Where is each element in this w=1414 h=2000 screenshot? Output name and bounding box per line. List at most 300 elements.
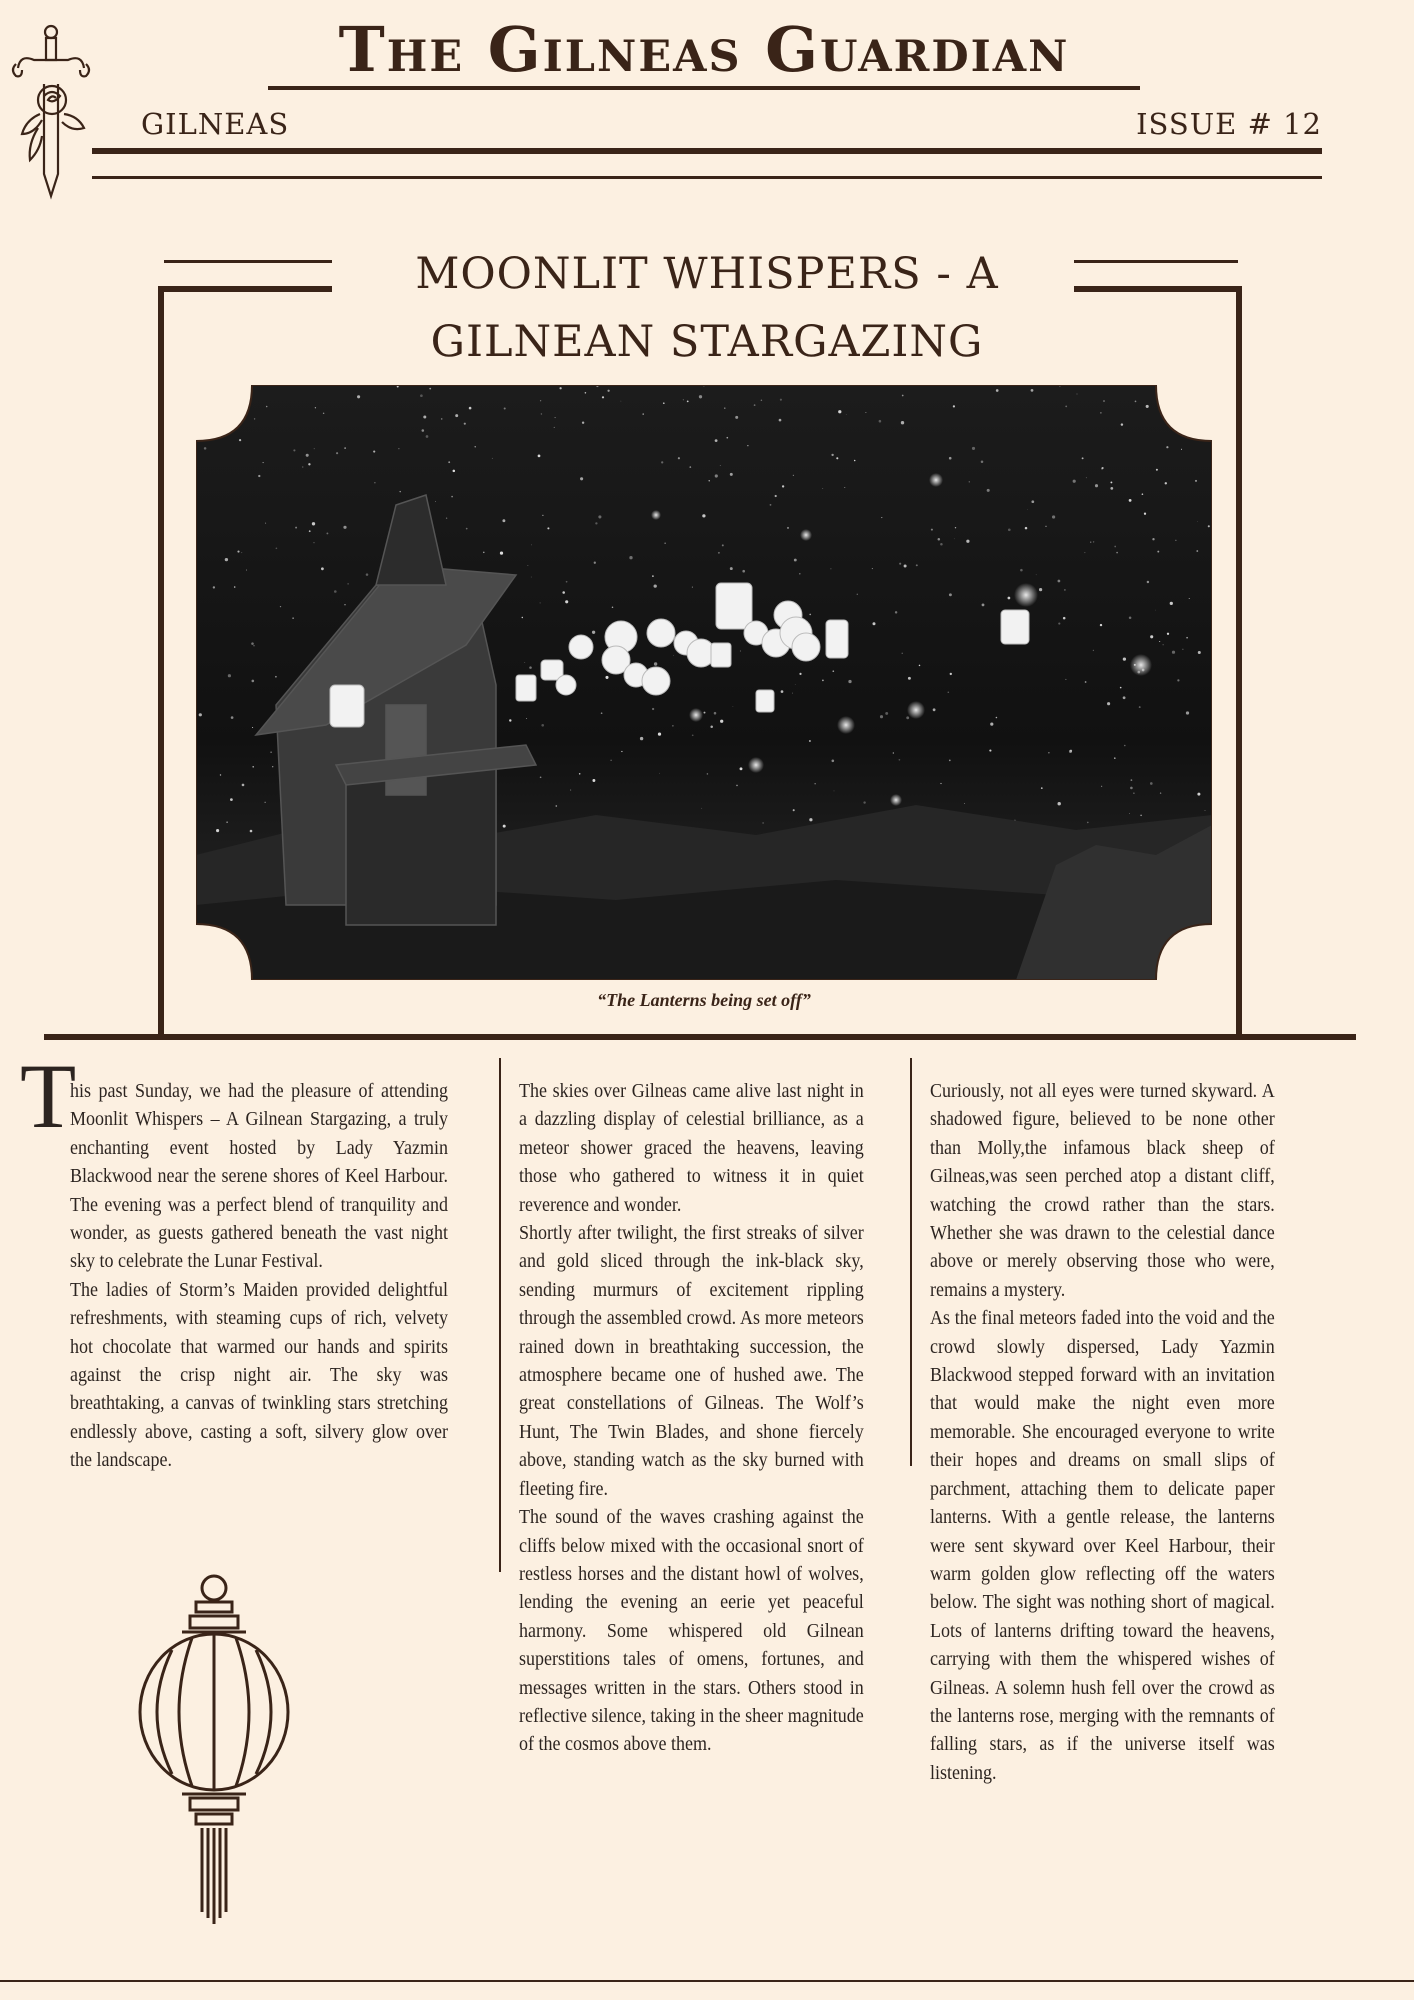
star	[522, 617, 523, 618]
issue-number: ISSUE # 12	[1136, 107, 1322, 141]
star	[779, 419, 782, 422]
star	[547, 527, 549, 529]
star	[1058, 802, 1061, 805]
star	[1144, 513, 1146, 515]
star	[964, 803, 965, 804]
star	[475, 446, 476, 447]
star	[1031, 389, 1034, 392]
star	[1186, 637, 1188, 639]
star	[198, 432, 200, 434]
star	[1196, 550, 1198, 552]
star	[689, 466, 691, 468]
star	[1208, 525, 1210, 527]
star	[509, 719, 511, 721]
star	[252, 727, 253, 728]
star	[687, 401, 689, 403]
article-paragraph: Shortly after twilight, the first streaks of silver and gold sliced through the ink-black sky, sending murmurs of excitement rippling through the assembled crowd. As more meteors rained down in breathtaking succession, the atmosphere became one of hushed awe. The great constellations of Gilneas. The Wolf’s Hunt, The Twin Blades, and shone fiercely above, standing watch as the sky burned with fleeting fire.	[519, 1222, 864, 1500]
star	[601, 712, 603, 714]
star	[1101, 786, 1102, 787]
star	[658, 732, 661, 735]
star	[270, 751, 272, 753]
star	[1157, 551, 1159, 553]
star	[1058, 580, 1061, 583]
star	[592, 631, 595, 634]
star	[1114, 546, 1116, 548]
star	[707, 773, 709, 775]
star	[448, 461, 450, 463]
star	[652, 708, 654, 710]
star	[315, 407, 316, 408]
star	[344, 447, 345, 448]
star	[469, 407, 472, 410]
star	[1123, 696, 1126, 699]
masthead-rule-thin	[92, 176, 1322, 179]
star	[989, 750, 991, 752]
star	[715, 439, 718, 442]
star	[1139, 706, 1141, 708]
star	[949, 457, 952, 460]
star	[314, 448, 315, 449]
star	[1121, 423, 1123, 425]
star	[1064, 589, 1066, 591]
star	[1093, 541, 1094, 542]
star	[1131, 779, 1133, 781]
star	[228, 425, 231, 428]
star	[780, 399, 782, 401]
star	[742, 570, 745, 573]
star	[595, 522, 597, 524]
star	[938, 538, 941, 541]
star	[643, 413, 644, 414]
star	[901, 421, 904, 424]
star	[334, 590, 337, 593]
star	[621, 401, 622, 402]
masthead-title-underline	[268, 86, 1140, 90]
star	[321, 567, 324, 570]
star	[435, 501, 436, 502]
star	[1197, 793, 1200, 796]
star	[661, 461, 663, 463]
star	[216, 829, 219, 832]
article-paragraph: his past Sunday, we had the pleasure of attending Moonlit Whispers – A Gilnean Stargazing, a truly enchanting event hosted by Lady Yazmin Blackwood near the serene shores of Keel Harbour. The evening was a perfect blend of tranquility and wonder, as guests gathered beneath the vast night sky to celebrate the Lunar Festival.	[70, 1080, 448, 1273]
star	[541, 413, 542, 414]
star	[665, 543, 666, 544]
star	[1102, 467, 1104, 469]
lanterns-night-photo	[196, 385, 1212, 980]
star	[787, 527, 789, 529]
star	[254, 418, 255, 419]
star	[730, 567, 733, 570]
star	[500, 551, 503, 554]
star	[1146, 405, 1149, 408]
headline-frame-left-top	[164, 260, 332, 263]
star	[199, 713, 202, 716]
star	[336, 452, 338, 454]
frame-right-vertical	[1236, 286, 1242, 1034]
star	[612, 606, 614, 608]
star	[949, 760, 951, 762]
star	[775, 495, 777, 497]
star	[1110, 481, 1112, 483]
star	[940, 783, 941, 784]
article-column-1	[70, 1077, 448, 1475]
star	[709, 480, 710, 481]
star	[718, 552, 720, 554]
dagger-rose-icon	[8, 24, 94, 200]
star	[531, 544, 532, 545]
star	[893, 752, 894, 753]
star	[605, 676, 608, 679]
star	[206, 407, 209, 410]
article-paragraph: The skies over Gilneas came alive last night in a dazzling display of celestial brilliance, as a meteor shower graced the heavens, leaving those who gathered to witness it in quiet reverence and wonder.	[519, 1080, 864, 1216]
star	[902, 395, 904, 397]
star	[241, 552, 242, 553]
star	[524, 662, 525, 663]
star	[950, 673, 952, 675]
headline-frame-right-top	[1074, 260, 1238, 263]
star	[720, 720, 723, 723]
star	[228, 674, 231, 677]
paper-lantern-icon	[136, 1572, 292, 1924]
star	[292, 617, 293, 618]
star	[1052, 515, 1055, 518]
star	[280, 606, 281, 607]
star	[919, 665, 921, 667]
star	[1020, 569, 1023, 572]
star	[899, 563, 901, 565]
star	[793, 809, 795, 811]
star	[1058, 623, 1060, 625]
star	[1116, 552, 1118, 554]
star	[699, 395, 702, 398]
star	[879, 420, 882, 423]
star	[1175, 540, 1176, 541]
star	[1181, 449, 1182, 450]
star	[754, 404, 756, 406]
star	[293, 449, 295, 451]
star	[246, 570, 247, 571]
star	[1150, 635, 1153, 638]
star	[239, 439, 241, 441]
star	[343, 526, 346, 529]
star	[555, 805, 557, 807]
star	[252, 766, 254, 768]
star	[710, 725, 713, 728]
star	[715, 474, 718, 477]
star	[1195, 480, 1197, 482]
star	[541, 724, 544, 727]
star	[265, 802, 266, 803]
star	[399, 491, 400, 492]
star	[526, 718, 527, 719]
star	[503, 825, 506, 828]
star	[1159, 641, 1160, 642]
page-bottom-rule	[0, 1980, 1414, 1982]
star	[854, 460, 856, 462]
star	[455, 414, 458, 417]
drop-cap: T	[20, 1045, 77, 1147]
star	[1198, 651, 1201, 654]
star	[672, 725, 673, 726]
star	[308, 463, 310, 465]
star	[832, 760, 835, 763]
star	[529, 666, 532, 669]
star	[373, 451, 375, 453]
star	[538, 455, 541, 458]
star	[1008, 597, 1011, 600]
headline-frame-right-bar	[1074, 286, 1242, 292]
star	[1090, 542, 1091, 543]
star	[701, 808, 702, 809]
star	[1110, 487, 1113, 490]
star	[652, 575, 654, 577]
star	[220, 774, 221, 775]
star	[1147, 581, 1149, 583]
star	[895, 611, 897, 613]
star	[640, 737, 643, 740]
star	[931, 529, 933, 531]
star	[1130, 787, 1133, 790]
headline-frame-left-bar	[160, 286, 332, 292]
star	[1039, 588, 1042, 591]
star	[822, 680, 824, 682]
star	[441, 418, 443, 420]
star	[602, 396, 604, 398]
star	[1095, 484, 1098, 487]
star	[1085, 681, 1087, 683]
star	[794, 559, 797, 562]
star	[1120, 687, 1122, 689]
star	[730, 473, 733, 476]
star	[1048, 752, 1049, 753]
star	[1027, 509, 1028, 510]
star	[276, 547, 278, 549]
star	[1150, 782, 1153, 785]
star	[1100, 624, 1102, 626]
star	[272, 766, 273, 767]
star	[809, 614, 811, 616]
star	[225, 558, 228, 561]
star	[1086, 477, 1087, 478]
star	[761, 400, 763, 402]
star	[720, 465, 721, 466]
star	[1077, 394, 1078, 395]
star	[562, 591, 565, 594]
star	[1189, 598, 1190, 599]
article-column-3	[930, 1077, 1275, 1787]
star	[902, 653, 903, 654]
star	[831, 454, 833, 456]
star	[231, 716, 234, 719]
star	[1063, 617, 1066, 620]
star	[540, 776, 542, 778]
star	[1124, 745, 1126, 747]
star	[585, 392, 587, 394]
star	[692, 734, 694, 736]
star	[792, 693, 793, 694]
star	[830, 568, 831, 569]
star	[815, 783, 816, 784]
star	[263, 462, 264, 463]
star	[1172, 651, 1175, 654]
star	[969, 481, 970, 482]
star	[213, 586, 215, 588]
star	[838, 410, 841, 413]
masthead-rule-thick	[92, 148, 1322, 154]
star	[762, 822, 763, 823]
star	[565, 600, 568, 603]
star	[836, 457, 838, 459]
star	[906, 716, 909, 719]
star	[733, 706, 734, 707]
star	[347, 583, 348, 584]
frame-left-vertical	[158, 286, 164, 1034]
masthead-city: GILNEAS	[141, 107, 290, 141]
star	[242, 784, 245, 787]
star	[323, 413, 324, 414]
star	[598, 515, 601, 518]
star	[453, 470, 456, 473]
star	[423, 416, 426, 419]
star	[265, 523, 266, 524]
star	[592, 779, 595, 782]
star	[822, 488, 823, 489]
star	[795, 684, 796, 685]
star	[1085, 552, 1086, 553]
star	[555, 417, 556, 418]
star	[940, 543, 943, 546]
star	[559, 387, 561, 389]
star	[904, 565, 907, 568]
star	[1142, 493, 1144, 495]
star	[683, 399, 684, 400]
star	[1156, 469, 1158, 471]
star	[302, 467, 303, 468]
star	[1065, 405, 1067, 407]
star	[908, 677, 911, 680]
star	[314, 542, 315, 543]
star	[880, 715, 883, 718]
star	[234, 586, 236, 588]
star	[809, 740, 811, 742]
star	[1129, 499, 1132, 502]
star	[714, 712, 717, 715]
star	[809, 818, 812, 821]
star	[1135, 401, 1137, 403]
star	[610, 760, 611, 761]
star	[1133, 792, 1135, 794]
star	[740, 767, 743, 770]
star	[1177, 679, 1179, 681]
star	[1129, 617, 1132, 620]
frame-bottom-rule	[44, 1034, 1356, 1040]
star	[704, 712, 706, 714]
star	[429, 388, 431, 390]
star	[954, 538, 955, 539]
star	[1093, 650, 1094, 651]
star	[1160, 792, 1161, 793]
star	[554, 427, 555, 428]
star	[326, 532, 328, 534]
star	[654, 584, 657, 587]
star	[1166, 446, 1168, 448]
star	[1205, 810, 1206, 811]
star	[237, 551, 239, 553]
star	[502, 519, 505, 522]
star	[253, 645, 254, 646]
star	[799, 673, 801, 675]
star	[740, 651, 741, 652]
star	[736, 785, 738, 787]
star	[872, 568, 873, 569]
article-paragraph: As the final meteors faded into the void and the crowd slowly dispersed, Lady Yazmin Blackwood stepped forward with an invitation that would make the night even more memorable. She encouraged everyone to write their hopes and dreams on small slips of parchment, attaching them to delicate paper lanterns. With a gentle release, the lanterns were sent skyward over Keel Harbour, their warm golden glow reflecting off the waters below. The sight was nothing short of magical. Lots of lanterns drifting toward the heavens, carrying with them the whispered wishes of Gilneas. A solemn hush fell over the crowd as the lanterns rose, merging with the remnants of falling stars, as if the universe itself was listening.	[930, 1307, 1275, 1784]
star	[420, 394, 423, 397]
article-paragraph: Curiously, not all eyes were turned skyward. A shadowed figure, believed to be none other than Molly,the infamous black sheep of Gilneas,was seen perched atop a distant cliff, watching the crowd rather than the stars. Whether she was drawn to the celestial dance above or merely observing those who were, remains a mystery.	[930, 1080, 1275, 1301]
star	[344, 604, 345, 605]
star	[1103, 400, 1105, 402]
star	[1100, 412, 1101, 413]
star	[981, 460, 984, 463]
star	[1170, 602, 1173, 605]
star	[1031, 500, 1034, 503]
article-headline	[340, 240, 1074, 376]
star	[542, 515, 543, 516]
star	[398, 448, 399, 449]
star	[1073, 480, 1076, 483]
star	[464, 423, 466, 425]
star	[426, 435, 429, 438]
star	[1197, 521, 1198, 522]
star	[848, 680, 851, 683]
star	[1129, 813, 1130, 814]
star	[844, 487, 845, 488]
star	[899, 759, 901, 761]
star	[566, 581, 568, 583]
star	[1155, 610, 1156, 611]
star	[916, 564, 918, 566]
star	[1107, 702, 1110, 705]
star	[252, 680, 255, 683]
star	[275, 676, 277, 678]
star	[1152, 538, 1154, 540]
star	[987, 489, 990, 492]
star	[1163, 644, 1164, 645]
star	[629, 556, 632, 559]
star	[579, 773, 581, 775]
star	[466, 528, 468, 530]
star	[953, 405, 955, 407]
star	[857, 594, 858, 595]
masthead-title: The Gilneas Guardian	[338, 13, 1070, 86]
star	[1182, 649, 1183, 650]
star	[528, 565, 529, 566]
star	[621, 751, 622, 752]
star	[1070, 750, 1072, 752]
article-paragraph: The sound of the waves crashing against the cliffs below mixed with the occasional snort of restless horses and the distant howl of wolves, lending the evening an eerie yet peaceful harmony. Some whispered old Gilnean superstitions tales of omens, fortunes, and messages written in the stars. Others stood in reflective silence, taking in the sheer magnitude of the cosmos above them.	[519, 1506, 864, 1756]
star	[306, 454, 309, 457]
star	[881, 517, 882, 518]
star	[1082, 457, 1084, 459]
star	[492, 458, 493, 459]
star	[834, 791, 835, 792]
star	[1025, 527, 1028, 530]
article-paragraph: The ladies of Storm’s Maiden provided delightful refreshments, with steaming cups of rich, velvety hot chocolate that warmed our hands and spirits against the crisp night air. The sky was breathtaking, a canvas of twinkling stars stretching endlessly above, casting a soft, silvery glow over the landscape.	[70, 1278, 448, 1472]
star	[722, 544, 724, 546]
star	[873, 622, 876, 625]
star	[663, 402, 665, 404]
star	[357, 395, 360, 398]
star	[982, 603, 985, 606]
